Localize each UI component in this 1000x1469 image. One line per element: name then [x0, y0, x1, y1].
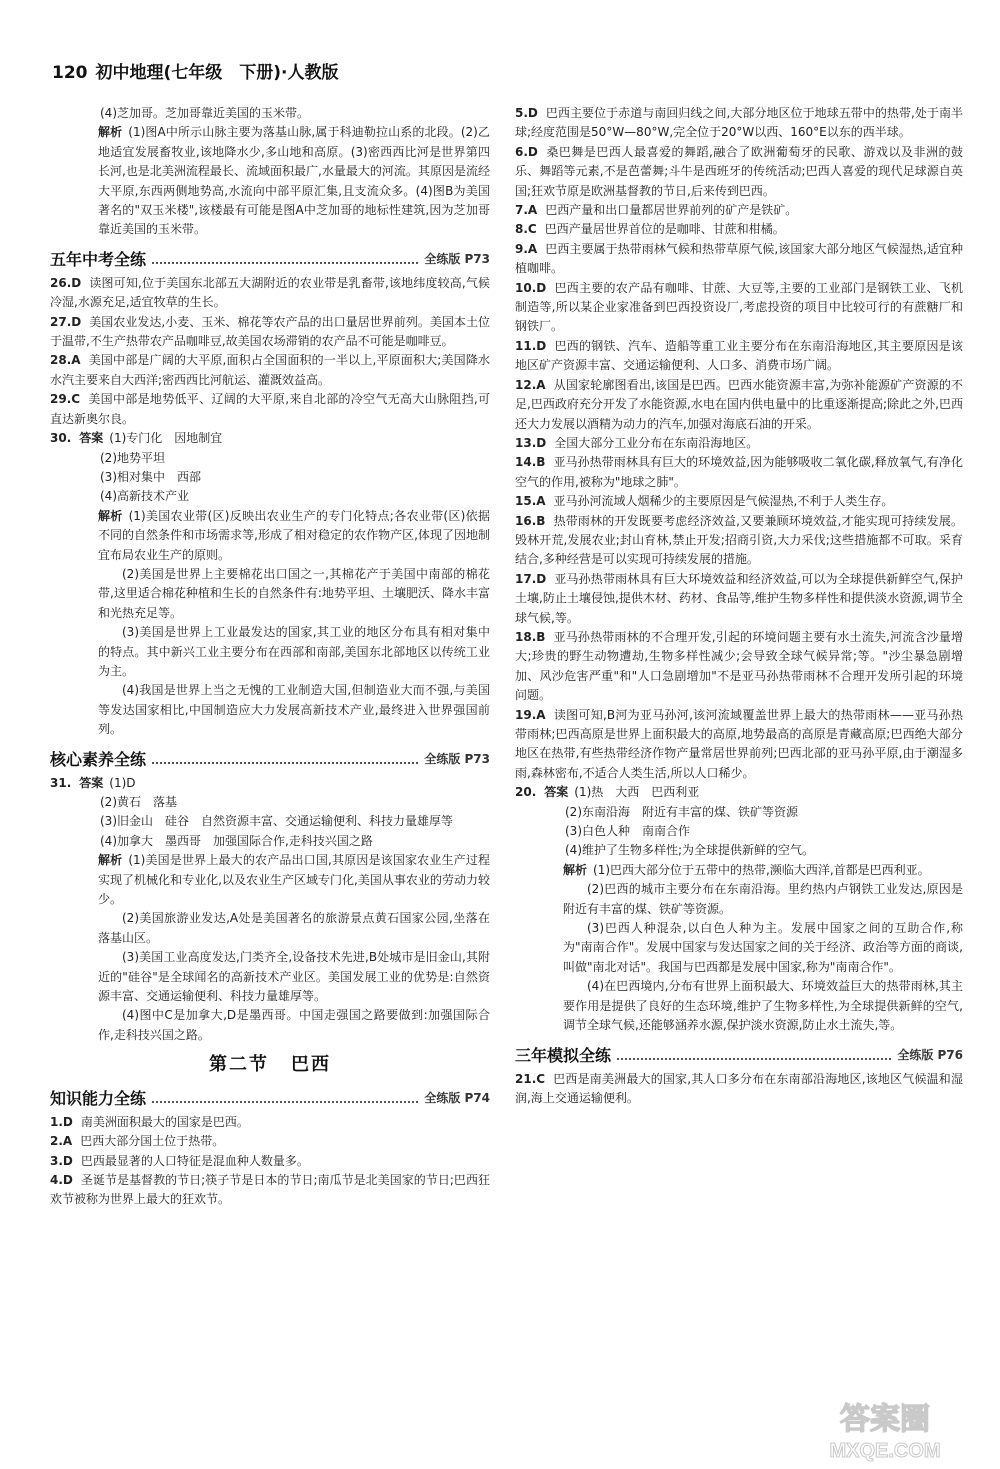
watermark-text: 答案圈 — [840, 1403, 930, 1436]
question-number: 6.D — [515, 144, 538, 159]
question-31 — [50, 774, 490, 1046]
answer-header — [50, 774, 490, 793]
answer-item — [50, 351, 490, 390]
answer-item — [515, 104, 963, 143]
answer-line: (4)加拿大 墨西哥 加强国际合作,走科技兴国之路 — [100, 833, 373, 848]
answer-text: 读图可知,位于美国东北部五大湖附近的农业带是乳畜带,该地纬度较高,气候冷湿,水源充足,适宜牧草的生长。 — [50, 275, 490, 310]
answer-header — [515, 783, 963, 802]
answer-item — [515, 201, 963, 220]
question-number: 2.A — [50, 1134, 73, 1149]
question-number: 13.D — [515, 435, 547, 450]
answer-item — [50, 1171, 490, 1210]
answer-item — [50, 1132, 490, 1151]
answer-line: (1)专门化 因地制宜 — [109, 431, 223, 446]
answer-item — [515, 434, 963, 453]
answer-item — [50, 1152, 490, 1171]
answer-label: 答案 — [544, 785, 569, 800]
explanation-paragraph: (4)在巴西境内,分布有世界上面积最大、环境效益巨大的热带雨林,其主要作用是提供了良好的生态环境,维护了生物多样性,为全球提供新鲜的空气,调节全球气候,还能够涵养水源,保护淡水资源,防止水土流失,等。 — [563, 979, 963, 1033]
explanation-paragraph: (3)美国是世界上工业最发达的国家,其工业的地区分布具有相对集中的特点。其中新兴工业主要分布在西部和南部,美国东北部地区以传统工业为主。 — [98, 625, 490, 678]
answer-text: 巴西的钢铁、汽车、造船等重工业主要分布在东南沿海地区,其主要原因是该地区矿产资源丰富、交通运输便利、人口多、消费市场广阔。 — [515, 338, 963, 373]
answer-text: 美国农业发达,小麦、玉米、棉花等农产品的出口量居世界前列。美国本土位于温带,不生产热带农产品咖啡豆,故美国农场滞销的农产品不可能是咖啡豆。 — [50, 314, 490, 349]
explanation-text: (1)巴西大部分位于五带中的热带,濒临大西洋,首都是巴西利亚。 — [593, 862, 930, 877]
answer-line: (2)东南沿海 附近有丰富的煤、铁矿等资源 — [565, 804, 798, 819]
question-number: 18.B — [515, 629, 546, 644]
answer-item — [515, 1070, 963, 1109]
section-ref: 全练版 P74 — [424, 1091, 490, 1106]
explanation-label: 解析 — [98, 125, 123, 140]
explanation-label: 解析 — [563, 862, 588, 877]
answer-line: (2)地势平坦 — [100, 450, 165, 465]
question-number: 8.C — [515, 222, 537, 237]
answer-list — [515, 104, 963, 783]
answer-text: 亚马孙河流域人烟稀少的主要原因是气候湿热,不利于人类生存。 — [553, 494, 894, 509]
answer-text: 亚马孙热带雨林的不合理开发,引起的环境问题主要有水土流失,河流含沙量增大;珍贵的野生动物遭劫,生物多样性减少;会导致全球气候异常;等。"沙尘暴急剧增加、风沙危害严重"和"人口急剧增加"不是亚马孙热带雨林不合理开发所引起的环境问题。 — [515, 629, 963, 703]
explanation-text: (1)美国是世界上最大的农产品出口国,其原因是该国家农业生产过程实现了机械化和专业化,以及农业生产区域专门化,美国从事农业的劳动力较少。 — [98, 853, 490, 907]
answer-text: 亚马孙热带雨林具有巨大的环境效益,因为能够吸收二氧化碳,释放氧气,有净化空气的作用,被称为"地球之肺"。 — [515, 455, 963, 489]
answer-item — [515, 706, 963, 784]
section-leader-dots — [152, 262, 418, 264]
answer-text: 巴西是南美洲最大的国家,其人口多分布在东南部沿海地区,该地区气候温和湿润,海上交通运输便利。 — [515, 1071, 963, 1105]
answer-text: 巴西主要的农产品有咖啡、甘蔗、大豆等,主要的工业部门是钢铁工业、飞机制造等,所以某企业家准备到巴西投资设厂,考虑投资的项目中比较可行的有蔗糖厂和钢铁厂。 — [515, 280, 963, 334]
answer-text: 巴西产量居世界首位的是咖啡、甘蔗和柑橘。 — [544, 222, 785, 237]
question-number: 30. — [50, 431, 72, 446]
answer-list — [50, 1113, 490, 1210]
explanation — [50, 851, 490, 909]
section-leader-dots — [152, 1101, 418, 1103]
answer-text: 从国家轮廓图看出,该国是巴西。巴西水能资源丰富,为弥补能源矿产资源的不足,巴西政府充分开发了水能资源,水电在国内供电量中的比重逐渐提高;除此之外,巴西还大力发展以酒精为动力的汽车,加强对海底石油的开采。 — [515, 377, 963, 431]
page-header — [52, 62, 492, 84]
question-number: 20. — [515, 785, 537, 800]
answer-item — [515, 570, 963, 628]
answer-text: 巴西主要位于赤道与南回归线之间,大部分地区位于地球五带中的热带,处于南半球;经度范围是50°W—80°W,完全位于20°W以西、160°E以东的西半球。 — [515, 106, 963, 140]
answer-line: (2)黄石 落基 — [100, 795, 177, 809]
page-number: 120 — [52, 63, 88, 83]
question-number: 17.D — [515, 571, 547, 586]
explanation-text: (1)美国农业带(区)反映出农业生产的专门化特点;各农业带(区)依据不同的自然条件和市场需求等,形成了相对稳定的农作物产区,体现了因地制宜布局农业生产的原则。 — [98, 508, 490, 562]
question-number: 21.C — [515, 1071, 546, 1086]
answer-line: (3)白色人种 南南合作 — [565, 824, 690, 839]
question-number: 31. — [50, 775, 72, 790]
chapter-title — [50, 1055, 490, 1074]
question-number: 7.A — [515, 203, 538, 218]
answer-text: 桑巴舞是巴西人最喜爱的舞蹈,融合了欧洲葡萄牙的民歌、游戏以及非洲的鼓乐、舞蹈等元素,不是芭蕾舞;斗牛是西班牙的传统活动;巴西人喜爱的现代足球源自英国;狂欢节原是欧洲基督教的节日,后来传到巴西。 — [515, 144, 963, 198]
explanation-paragraph: (4)我国是世界上当之无愧的工业制造大国,但制造业大而不强,与美国等发达国家相比,中国制造应大力发展高新技术产业,最终进入世界强国前列。 — [98, 683, 490, 737]
chapter-number: 第二节 — [209, 1054, 269, 1076]
answer-item — [50, 390, 490, 429]
explanation — [50, 507, 490, 565]
answer-item — [50, 1113, 490, 1132]
section-title: 三年模拟全练 — [515, 1046, 612, 1066]
book-title: 初中地理(七年级 下册)·人教版 — [95, 63, 339, 83]
question-number: 1.D — [50, 1114, 73, 1129]
answer-list — [515, 1070, 963, 1109]
explanation-text: (1)图A中所示山脉主要为落基山脉,属于科迪勒拉山系的北段。(2)乙地适宜发展畜牧业,该地降水少,多山地和高原。(3)密西西比河是世界第四长河,也是北美洲流程最长、流域面积最广,水量最大的河流。其原因是流经大平原,东西两侧地势高,水流向中部平原汇集,且支流众多。(4)图B为美国著名的"双玉米楼",该楼最有可能是图A中芝加哥的地标性建筑,因为芝加哥靠近美国的玉米带。 — [98, 125, 490, 237]
question-number: 5.D — [515, 106, 538, 120]
explanation-paragraph: (4)图中C是加拿大,D是墨西哥。中国走强国之路要做到:加强国际合作,走科技兴国之路。 — [98, 1008, 490, 1042]
explanation-paragraph: (2)美国旅游业发达,A处是美国著名的旅游景点黄石国家公园,坐落在落基山区。 — [98, 911, 490, 945]
answer-item — [515, 240, 963, 279]
answer-text: 美国中部是地势低平、辽阔的大平原,来自北部的冷空气无高大山脉阻挡,可直达新奥尔良。 — [50, 392, 490, 426]
section-ref: 全练版 P73 — [424, 252, 490, 267]
question-number: 28.A — [50, 353, 81, 368]
question-30 — [50, 429, 490, 740]
explanation-label: 解析 — [98, 853, 123, 868]
answer-text: 热带雨林的开发既要考虑经济效益,又要兼顾环境效益,才能实现可持续发展。毁林开荒,发展农业;封山育林,禁止开发;招商引资,大力采伐;这些措施都不可取。采育结合,多种经营是可以实现可持续发展的措施。 — [515, 513, 963, 567]
answer-item — [50, 274, 490, 313]
question-number: 29.C — [50, 392, 81, 407]
answer-item — [515, 143, 963, 201]
question-number: 14.B — [515, 455, 546, 470]
answer-item — [50, 313, 490, 352]
explanation-paragraph: (3)美国工业高度发达,门类齐全,设备技术先进,B处城市是旧金山,其附近的"硅谷"是全球闻名的高新技术产业区。美国发展工业的优势是:自然资源丰富、交通运输便利、科技力量雄厚等。 — [98, 950, 490, 1004]
answer-line: (4)高新技术产业 — [100, 489, 189, 504]
section-title: 五年中考全练 — [50, 250, 147, 270]
answer-line: (1)D — [109, 775, 136, 790]
answer-text: 亚马孙热带雨林具有巨大环境效益和经济效益,可以为全球提供新鲜空气,保护土壤,防止土壤侵蚀,提供木材、药材、食品等,维护生物多样性和提供淡水资源,调节全球气候,等。 — [515, 571, 963, 625]
section-header — [515, 1042, 963, 1066]
chapter-name: 巴西 — [291, 1054, 331, 1076]
answer-text: 巴西主要属于热带雨林气候和热带草原气候,该国家大部分地区气候湿热,适宜种植咖啡。 — [515, 241, 963, 276]
answer-text: 圣诞节是基督教的节日;筷子节是日本的节日;南瓜节是北美国家的节日;巴西狂欢节被称为世界上最大的狂欢节。 — [50, 1172, 490, 1207]
section-ref: 全练版 P76 — [897, 1048, 963, 1063]
answer-item — [515, 337, 963, 376]
answer-item — [515, 492, 963, 511]
section-header — [50, 746, 490, 770]
question-20 — [515, 783, 963, 1035]
explanation-label: 解析 — [98, 508, 123, 523]
answer-item — [515, 512, 963, 570]
answer-item — [515, 628, 963, 706]
question-number: 3.D — [50, 1153, 73, 1168]
explanation-paragraph: (3)巴西人种混杂,以白色人种为主。发展中国家之间的互助合作,称为"南南合作"。发展中国家与发达国家之间的关于经济、政治等方面的商谈,叫做"南北对话"。我国与巴西都是发展中国家,称为"南南合作"。 — [563, 921, 963, 974]
question-number: 9.A — [515, 241, 538, 256]
section-header — [50, 1085, 490, 1109]
answer-label: 答案 — [79, 775, 104, 790]
section-header — [50, 246, 490, 270]
answer-text: 南美洲面积最大的国家是巴西。 — [80, 1114, 249, 1129]
watermark-logo — [795, 1395, 975, 1465]
left-column — [50, 104, 490, 1210]
answer-label: 答案 — [79, 431, 104, 446]
answer-line: (4)维护了生物多样性;为全球提供新鲜的空气。 — [565, 843, 815, 858]
answer-line: (3)相对集中 西部 — [100, 469, 201, 484]
question-number: 10.D — [515, 280, 547, 295]
question-number: 19.A — [515, 707, 546, 722]
explanation-paragraph: (2)巴西的城市主要分布在东南沿海。里约热内卢钢铁工业发达,原因是附近有丰富的煤、铁矿等资源。 — [563, 882, 963, 916]
question-number: 15.A — [515, 494, 546, 509]
right-column — [515, 104, 963, 1108]
answer-item — [515, 279, 963, 337]
answer-item — [515, 453, 963, 492]
question-number: 26.D — [50, 275, 82, 290]
answer-header — [50, 429, 490, 448]
section-title: 知识能力全练 — [50, 1089, 147, 1109]
answer-line: (1)热 大西 巴西利亚 — [574, 785, 700, 800]
answer-text: 美国中部是广阔的大平原,面积占全国面积的一半以上,平原面积大;美国降水水汽主要来自大西洋;密西西比河航运、灌溉效益高。 — [50, 353, 490, 387]
section-leader-dots — [152, 762, 418, 764]
section-ref: 全练版 P73 — [424, 752, 490, 767]
watermark-url: MXQE.COM — [829, 1440, 941, 1462]
answer-line: (3)旧金山 硅谷 自然资源丰富、交通运输便利、科技力量雄厚等 — [100, 814, 454, 829]
answer-list — [50, 274, 490, 429]
question-number: 12.A — [515, 377, 546, 392]
explanation-paragraph: (2)美国是世界上主要棉花出口国之一,其棉花产于美国中南部的棉花带,这里适合棉花种植和生长的自然条件有:地势平坦、土壤肥沃、降水丰富和光热充足等。 — [98, 566, 490, 620]
answer-text: 巴西产量和出口量都居世界前列的矿产是铁矿。 — [545, 203, 798, 218]
question-number: 16.B — [515, 513, 546, 528]
answer-text: 全国大部分工业分布在东南沿海地区。 — [554, 435, 759, 450]
explanation — [515, 861, 963, 880]
explanation — [50, 123, 490, 239]
section-title: 核心素养全练 — [50, 750, 147, 770]
answer-text: 巴西大部分国土位于热带。 — [80, 1134, 225, 1149]
answer-item — [515, 220, 963, 239]
question-number: 4.D — [50, 1172, 73, 1187]
answer-item — [515, 376, 963, 434]
answer-text: 读图可知,B河为亚马孙河,该河流域覆盖世界上最大的热带雨林——亚马孙热带雨林;巴西高原是世界上面积最大的高原,地势最高的高原是青藏高原;巴西绝大部分地区在热带,有些热带经济作物产量常居世界前列;巴西北部的亚马孙平原,由于潮湿多雨,森林密布,不适合人类生活,所以人口稀少。 — [515, 707, 963, 780]
answer-line: (4)芝加哥。芝加哥靠近美国的玉米带。 — [100, 106, 309, 120]
question-number: 11.D — [515, 338, 547, 353]
question-number: 27.D — [50, 314, 82, 329]
section-leader-dots — [617, 1058, 891, 1060]
answer-text: 巴西最显著的人口特征是混血种人数量多。 — [80, 1153, 309, 1168]
